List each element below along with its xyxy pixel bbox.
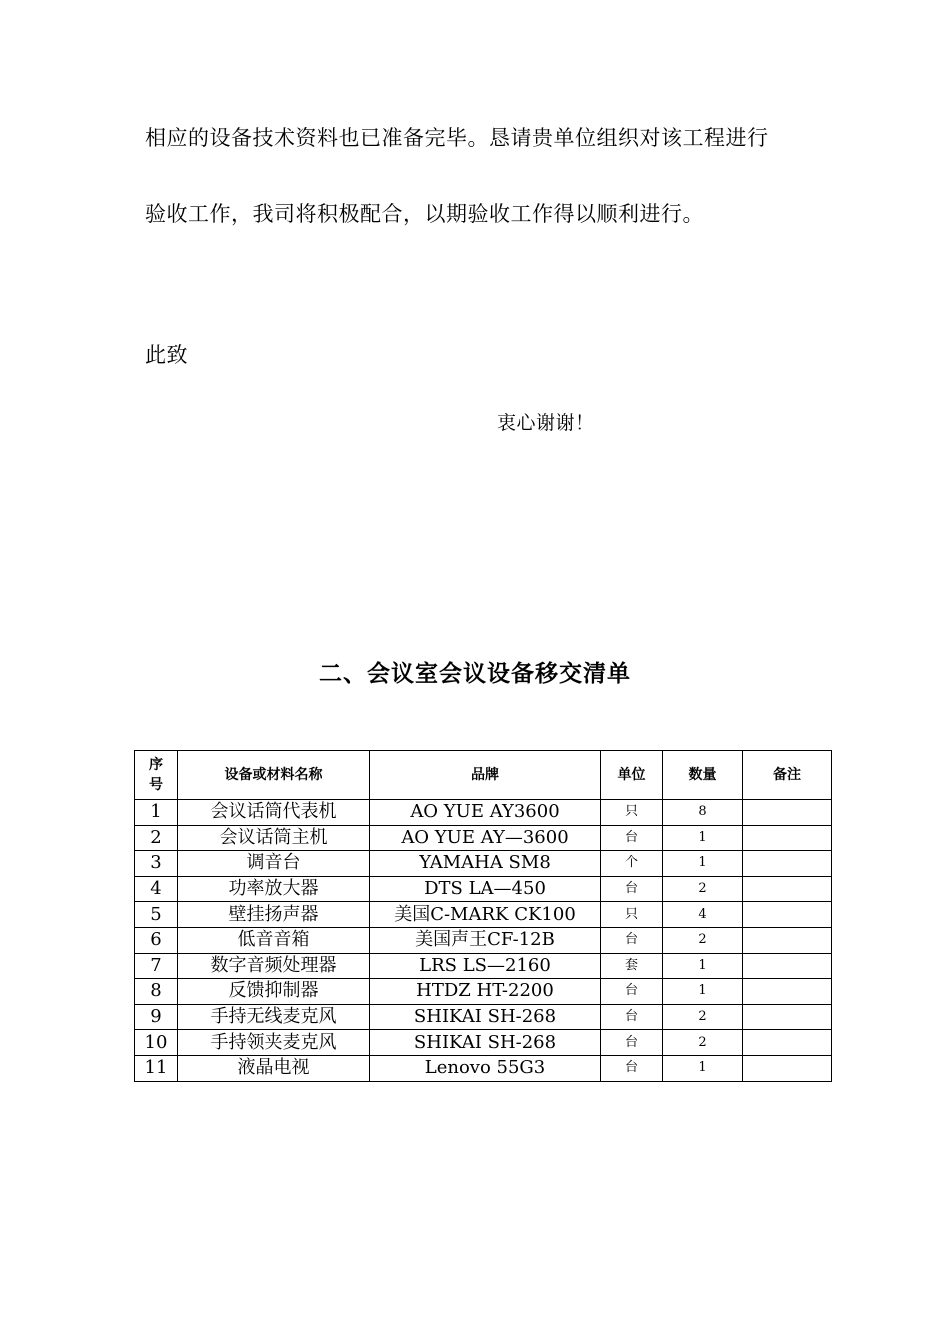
cell-index: 6 bbox=[135, 927, 178, 953]
cell-remarks bbox=[743, 851, 832, 877]
cell-brand: LRS LS—2160 bbox=[370, 953, 601, 979]
cell-remarks bbox=[743, 1004, 832, 1030]
cell-name: 会议话筒主机 bbox=[178, 825, 370, 851]
letter-closing: 衷心谢谢！ bbox=[497, 412, 595, 434]
cell-name: 功率放大器 bbox=[178, 876, 370, 902]
cell-quantity: 2 bbox=[663, 927, 743, 953]
cell-name: 低音音箱 bbox=[178, 927, 370, 953]
header-index-line-2: 号 bbox=[149, 777, 163, 793]
cell-brand: Lenovo 55G3 bbox=[370, 1055, 601, 1081]
table-row bbox=[135, 800, 832, 826]
table-row bbox=[135, 902, 832, 928]
table-row bbox=[135, 876, 832, 902]
cell-name: 反馈抑制器 bbox=[178, 979, 370, 1005]
table-header-row bbox=[135, 751, 832, 800]
letter-paragraph-line-1: 相应的设备技术资料也已准备完毕。恳请贵单位组织对该工程进行 bbox=[145, 126, 769, 150]
cell-name: 手持无线麦克风 bbox=[178, 1004, 370, 1030]
cell-quantity: 2 bbox=[663, 1030, 743, 1056]
cell-remarks bbox=[743, 902, 832, 928]
header-index bbox=[135, 751, 178, 800]
cell-remarks bbox=[743, 876, 832, 902]
header-brand: 品牌 bbox=[370, 751, 601, 800]
cell-unit: 台 bbox=[601, 825, 663, 851]
cell-unit: 套 bbox=[601, 953, 663, 979]
cell-index: 5 bbox=[135, 902, 178, 928]
cell-name: 手持领夹麦克风 bbox=[178, 1030, 370, 1056]
letter-salutation: 此致 bbox=[145, 343, 188, 367]
table-row bbox=[135, 1055, 832, 1081]
cell-brand: HTDZ HT-2200 bbox=[370, 979, 601, 1005]
cell-index: 7 bbox=[135, 953, 178, 979]
cell-quantity: 1 bbox=[663, 979, 743, 1005]
header-remarks: 备注 bbox=[743, 751, 832, 800]
table-row bbox=[135, 1030, 832, 1056]
header-unit: 单位 bbox=[601, 751, 663, 800]
cell-remarks bbox=[743, 1030, 832, 1056]
cell-unit: 台 bbox=[601, 1004, 663, 1030]
cell-remarks bbox=[743, 800, 832, 826]
cell-quantity: 8 bbox=[663, 800, 743, 826]
cell-index: 11 bbox=[135, 1055, 178, 1081]
cell-index: 4 bbox=[135, 876, 178, 902]
cell-index: 3 bbox=[135, 851, 178, 877]
letter-paragraph-line-2: 验收工作，我司将积极配合，以期验收工作得以顺利进行。 bbox=[145, 202, 704, 226]
cell-remarks bbox=[743, 927, 832, 953]
cell-name: 会议话筒代表机 bbox=[178, 800, 370, 826]
cell-unit: 只 bbox=[601, 902, 663, 928]
cell-index: 9 bbox=[135, 1004, 178, 1030]
cell-brand: YAMAHA SM8 bbox=[370, 851, 601, 877]
cell-quantity: 1 bbox=[663, 953, 743, 979]
cell-brand: AO YUE AY—3600 bbox=[370, 825, 601, 851]
cell-unit: 台 bbox=[601, 1055, 663, 1081]
equipment-handover-table bbox=[134, 750, 832, 1082]
table-row bbox=[135, 927, 832, 953]
cell-remarks bbox=[743, 953, 832, 979]
cell-name: 调音台 bbox=[178, 851, 370, 877]
cell-quantity: 2 bbox=[663, 1004, 743, 1030]
cell-name: 壁挂扬声器 bbox=[178, 902, 370, 928]
cell-brand: 美国C-MARK CK100 bbox=[370, 902, 601, 928]
cell-brand: DTS LA—450 bbox=[370, 876, 601, 902]
cell-unit: 只 bbox=[601, 800, 663, 826]
cell-index: 1 bbox=[135, 800, 178, 826]
cell-brand: AO YUE AY3600 bbox=[370, 800, 601, 826]
cell-unit: 个 bbox=[601, 851, 663, 877]
cell-brand: SHIKAI SH-268 bbox=[370, 1030, 601, 1056]
cell-remarks bbox=[743, 825, 832, 851]
cell-index: 8 bbox=[135, 979, 178, 1005]
cell-unit: 台 bbox=[601, 979, 663, 1005]
table-row bbox=[135, 979, 832, 1005]
section-title: 二、会议室会议设备移交清单 bbox=[319, 661, 631, 687]
table-row bbox=[135, 825, 832, 851]
cell-unit: 台 bbox=[601, 927, 663, 953]
header-index-line-1: 序 bbox=[149, 757, 163, 773]
table-row bbox=[135, 851, 832, 877]
cell-unit: 台 bbox=[601, 876, 663, 902]
cell-quantity: 2 bbox=[663, 876, 743, 902]
cell-unit: 台 bbox=[601, 1030, 663, 1056]
cell-quantity: 4 bbox=[663, 902, 743, 928]
cell-name: 数字音频处理器 bbox=[178, 953, 370, 979]
header-name: 设备或材料名称 bbox=[178, 751, 370, 800]
cell-remarks bbox=[743, 979, 832, 1005]
table-row bbox=[135, 953, 832, 979]
cell-remarks bbox=[743, 1055, 832, 1081]
header-quantity: 数量 bbox=[663, 751, 743, 800]
cell-index: 10 bbox=[135, 1030, 178, 1056]
cell-index: 2 bbox=[135, 825, 178, 851]
cell-quantity: 1 bbox=[663, 1055, 743, 1081]
cell-quantity: 1 bbox=[663, 851, 743, 877]
cell-brand: SHIKAI SH-268 bbox=[370, 1004, 601, 1030]
table-row bbox=[135, 1004, 832, 1030]
cell-quantity: 1 bbox=[663, 825, 743, 851]
cell-name: 液晶电视 bbox=[178, 1055, 370, 1081]
cell-brand: 美国声王CF-12B bbox=[370, 927, 601, 953]
